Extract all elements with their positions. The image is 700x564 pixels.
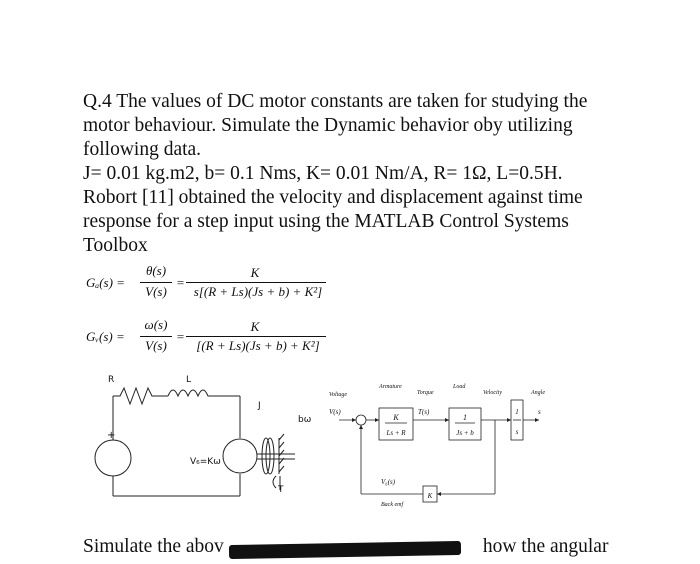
- question-line: Toolbox: [83, 235, 148, 256]
- label-j: J: [258, 401, 261, 411]
- equation-gv: [86, 316, 346, 360]
- question-line: Q.4 The values of DC motor constants are taken for studying the: [83, 91, 588, 112]
- question-line: motor behaviour. Simulate the Dynamic behavior oby utilizing: [83, 115, 573, 136]
- label-back-emf: Back emf: [381, 502, 404, 508]
- question-line: following data.: [83, 139, 202, 160]
- gv-lhs: Gᵥ(s) =: [86, 329, 125, 344]
- label-voltage: Voltage: [329, 392, 347, 398]
- bottom-text-right: how the angular: [482, 536, 609, 557]
- gv-bar2: [186, 336, 326, 337]
- label-vb: V₆=Kω: [190, 457, 221, 467]
- ga-den2: s[(R + Ls)(Js + b) + K²]: [193, 284, 323, 299]
- gv-eq: =: [176, 329, 185, 344]
- ga-num2: K: [250, 265, 260, 280]
- label-r: R: [108, 375, 115, 385]
- plus-sign: +: [107, 430, 116, 441]
- load-den: Js + b: [456, 429, 474, 437]
- ga-num1: θ(s): [145, 263, 167, 278]
- label-bw: bω: [298, 415, 312, 425]
- question-text: [83, 90, 643, 258]
- label-s-out: s: [538, 408, 541, 416]
- bottom-text-left: Simulate the abov: [83, 536, 224, 557]
- gv-den2: [(R + Ls)(Js + b) + K²]: [196, 338, 320, 353]
- label-vs: V(s): [329, 408, 341, 416]
- ga-den1: V(s): [145, 284, 167, 299]
- integrator-num: 1: [515, 408, 519, 416]
- question-line: J= 0.01 kg.m2, b= 0.1 Nms, K= 0.01 Nm/A, R= 1Ω, L=0.5H.: [83, 163, 563, 184]
- label-load: Load: [453, 384, 466, 390]
- ga-bar1: [140, 282, 172, 283]
- integrator-den: s: [515, 428, 519, 436]
- armature-den: Ls + R: [386, 429, 406, 437]
- label-armature: Armature: [379, 384, 402, 390]
- armature-k: K: [393, 413, 399, 422]
- label-angle: Angle: [531, 390, 545, 396]
- label-t: T: [278, 485, 284, 495]
- voltage-source-symbol: [95, 440, 131, 476]
- label-l: L: [186, 375, 192, 385]
- resistor-symbol: [113, 388, 168, 404]
- label-vb-s: V₆(s): [381, 478, 396, 486]
- block-diagram: [325, 376, 555, 516]
- question-line: Robort [11] obtained the velocity and displacement against time: [83, 187, 583, 208]
- ga-eq: =: [176, 275, 185, 290]
- ga-lhs: Gₐ(s) =: [86, 275, 125, 290]
- gv-bar1: [140, 336, 172, 337]
- gv-num1: ω(s): [144, 317, 168, 332]
- inductor-symbol: [168, 390, 240, 396]
- load-num: 1: [463, 413, 467, 422]
- equation-ga: [86, 262, 346, 306]
- ga-bar2: [186, 282, 326, 283]
- summing-junction: [356, 415, 366, 425]
- feedback-k: K: [427, 492, 433, 500]
- label-velocity: Velocity: [483, 390, 502, 396]
- motor-circuit-diagram: [80, 368, 320, 518]
- gv-den1: V(s): [145, 338, 167, 353]
- label-ts: T(s): [418, 408, 430, 416]
- motor-symbol: [223, 439, 257, 473]
- label-torque: Torque: [417, 390, 434, 396]
- gv-num2: K: [250, 319, 260, 334]
- question-line: response for a step input using the MATLAB Control Systems: [83, 211, 569, 232]
